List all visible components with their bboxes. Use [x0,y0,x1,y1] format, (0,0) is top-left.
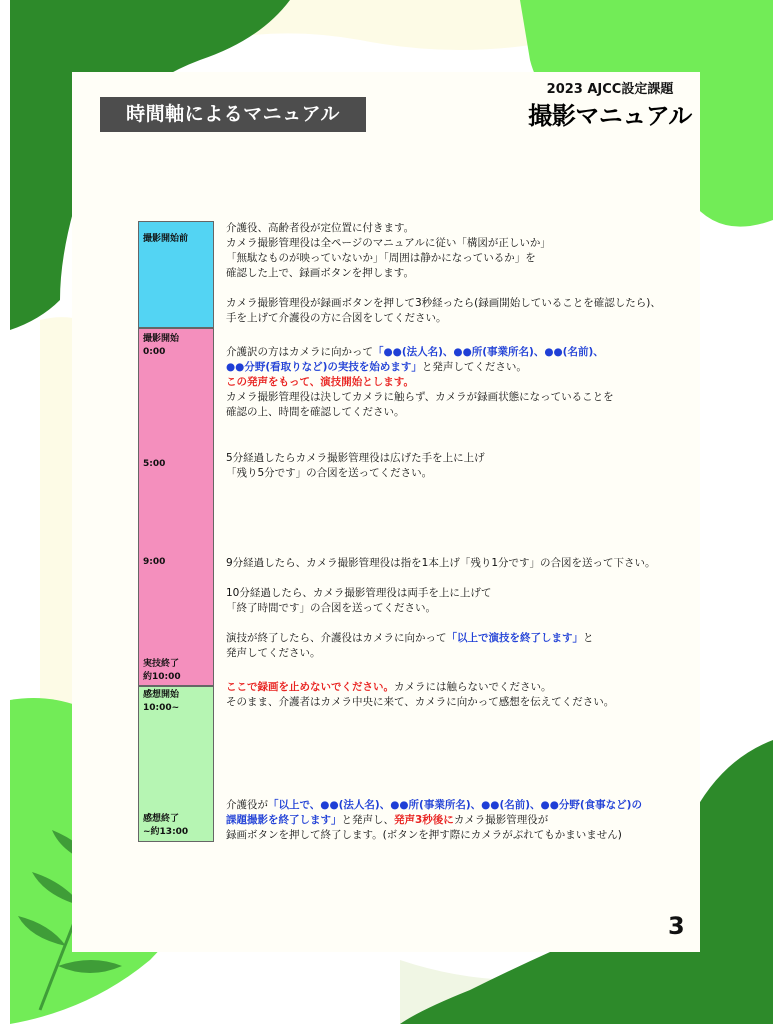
timeline-label-5min: 5:00 [143,459,166,469]
section-title: 時間軸によるマニュアル [100,97,366,132]
block-end: 介護役が「以上で、●●(法人名)、●●所(事業所名)、●●(名前)、●●分野(食事など)の 課題撮影を終了します」と発声し、発声3秒後にカメラ撮影管理役が 録画ボタンを押して終了します。(ボタンを押す際にカメラがぶれてもかまいません) [226,799,642,841]
timeline-label-reflection-end: 感想終了 ~約13:00 [143,814,189,837]
block-5-minutes: 5分経過したらカメラ撮影管理役は広げた手を上に上げ 「残り5分です」の合図を送ってください。 [226,452,485,479]
subtitle: 2023 AJCC設定課題 [546,82,674,97]
block-recording-start: 介護訳の方はカメラに向かって「●●(法人名)、●●所(事業所名)、●●(名前)、 ●●分野(看取りなど)の実技を始めます」と発声してください。 この発声をもって、演技開始とします。 カメラ撮影管理役は決してカメラに触らず、カメラが録画状態になっていることを 確認の上、時間を確認してください。 [226,346,614,418]
timeline-label-pre: 撮影開始前 [143,234,189,244]
timeline-label-start: 撮影開始 0:00 [143,334,180,357]
block-do-not-stop: ここで録画を止めないでください。カメラには触らないでください。 そのまま、介護者はカメラ中央に来て、カメラに向かって感想を伝えてください。 [226,681,615,708]
page-number: 3 [668,912,685,940]
timeline-phase-main [138,328,214,686]
timeline-label-9min: 9:00 [143,557,166,567]
block-9-minutes: 9分経過したら、カメラ撮影管理役は指を1本上げ「残り1分です」の合図を送って下さい。 10分経過したら、カメラ撮影管理役は両手を上に上げて 「終了時間です」の合図を送ってください。 演技が終了したら、介護役はカメラに向かって「以上で演技を終了します」と 発声してください。 [226,557,656,659]
timeline-label-end-practice: 実技終了 約10:00 [143,659,181,682]
block-pre-recording: 介護役、高齢者役が定位置に付きます。 カメラ撮影管理役は全ページのマニュアルに従い「構図が正しいか」 「無駄なものが映っていないか」「周囲は静かになっているか」を 確認した上で、録画ボタンを押します。 カメラ撮影管理役が録画ボタンを押して3秒経ったら(録画開始していることを確認したら)、 手を上げて介護役の方に合図をしてください。 [226,222,661,324]
timeline-label-reflection-start: 感想開始 10:00~ [143,690,180,713]
page-title: 撮影マニュアル [528,102,692,130]
